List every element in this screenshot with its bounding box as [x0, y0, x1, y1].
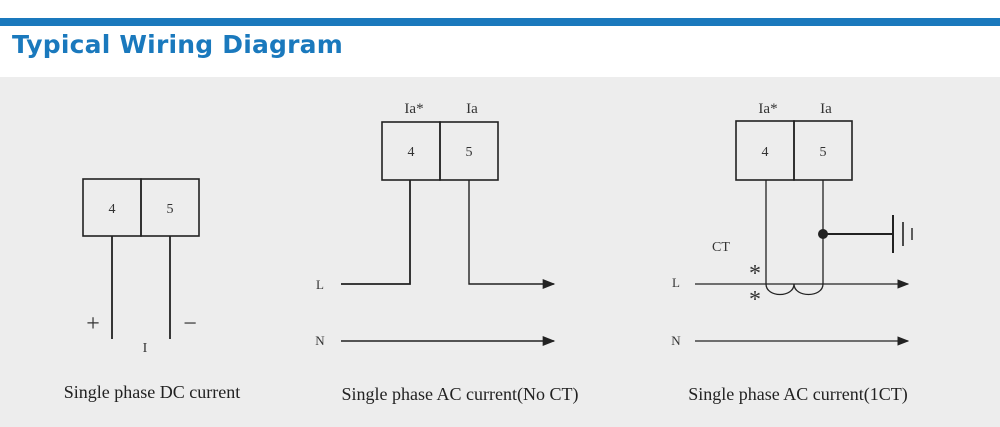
ac-noct-line-n-label: N: [315, 333, 325, 348]
ac-noct-ia-label: Ia: [466, 101, 478, 117]
ac-ct-diagram: [671, 101, 912, 405]
ground-icon: [893, 215, 912, 253]
page-title: Typical Wiring Diagram: [12, 30, 343, 59]
ac-noct-wire-out: [469, 180, 554, 284]
ac-noct-terminal-5-label: 5: [465, 145, 473, 160]
ac-noct-caption: Single phase AC current(No CT): [341, 384, 579, 404]
dc-current-label: I: [142, 341, 148, 356]
ac-noct-line-l-label: L: [316, 277, 324, 292]
ac-ct-star-lower: *: [749, 287, 761, 313]
dc-minus-sign: −: [183, 311, 197, 337]
ac-ct-line-n-label: N: [671, 333, 681, 348]
ac-ct-line-l-label: L: [672, 275, 680, 290]
ac-noct-ia-star-label: Ia*: [404, 101, 424, 117]
dc-diagram: [64, 179, 240, 402]
dc-terminal-5-label: 5: [166, 202, 174, 217]
ac-ct-star-upper: *: [749, 261, 761, 287]
dc-plus-sign: +: [86, 311, 100, 337]
ac-ct-coil: [766, 284, 823, 295]
ac-ct-caption: Single phase AC current(1CT): [688, 384, 908, 404]
ac-noct-wire-in: [341, 180, 410, 284]
ac-ct-terminal-4-label: 4: [761, 145, 769, 160]
ac-ct-ia-label: Ia: [820, 101, 832, 117]
ac-noct-diagram: [315, 101, 578, 405]
ac-ct-terminal-5-label: 5: [819, 145, 827, 160]
ac-ct-ia-star-label: Ia*: [758, 101, 778, 117]
ac-ct-ct-label: CT: [712, 240, 730, 255]
ac-noct-terminal-4-label: 4: [407, 145, 415, 160]
dc-caption: Single phase DC current: [63, 382, 241, 402]
dc-terminal-4-label: 4: [108, 202, 116, 217]
